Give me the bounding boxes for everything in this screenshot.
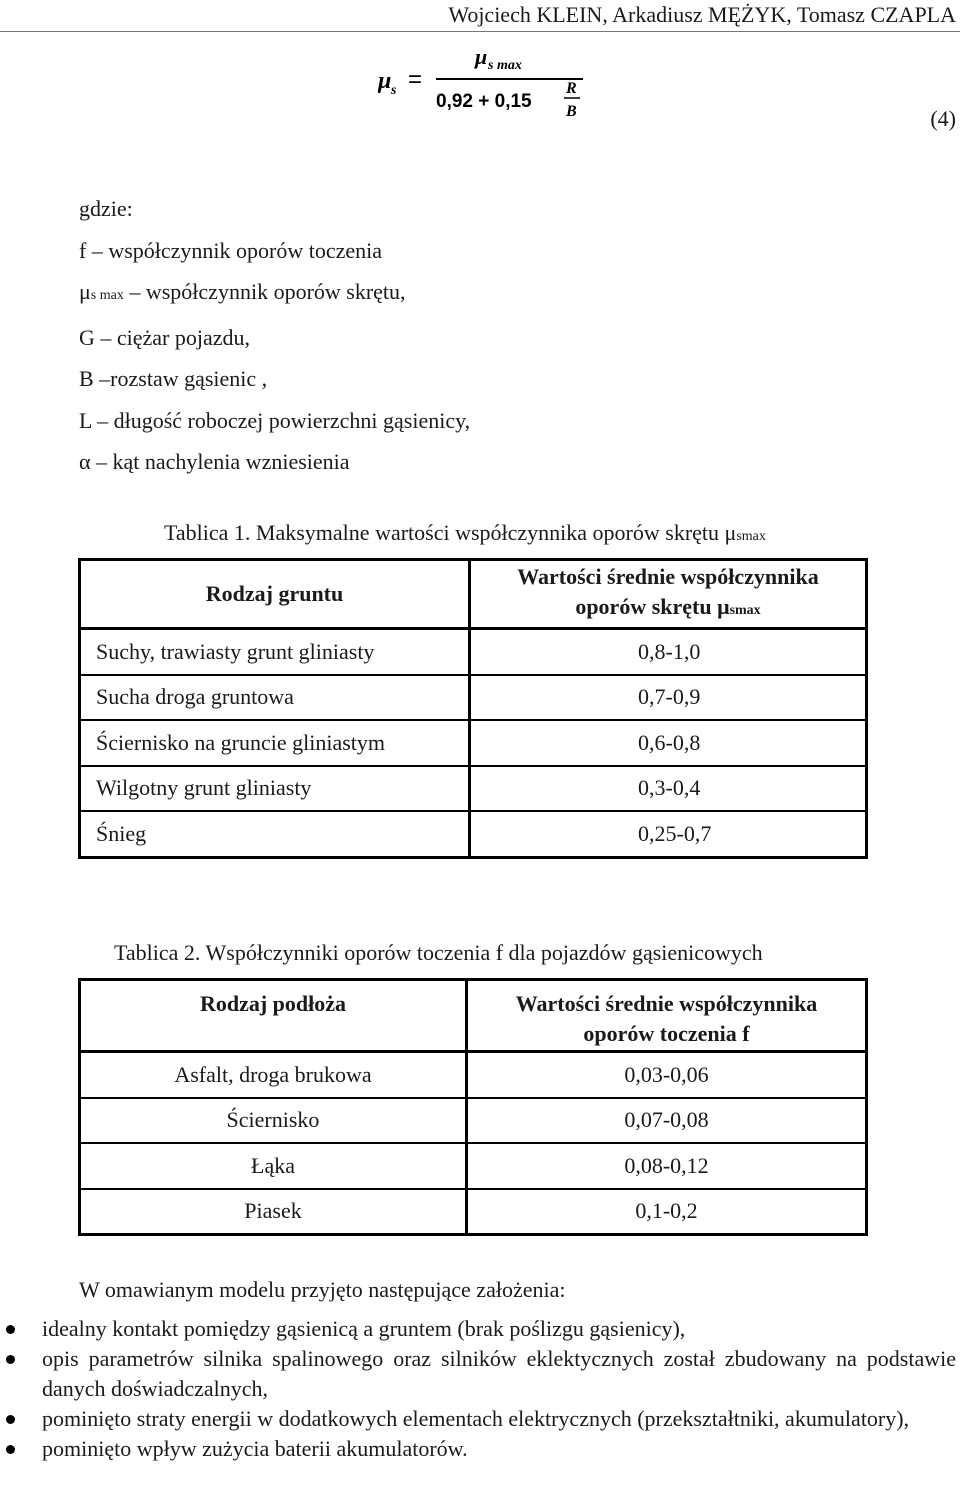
table1-cell-value: 0,3-0,4 [470,766,867,812]
def-L: L – długość roboczej powierzchni gąsienicy, [79,407,471,433]
table1-header-left: Rodzaj gruntu [80,560,470,629]
table2-caption: Tablica 2. Współczynniki oporów toczenia f dla pojazdów gąsienicowych [114,940,763,965]
table2-cell-name: Piasek [80,1189,467,1235]
def-mu-symbol: μ [79,279,91,304]
table2-cell-name: Łąka [80,1143,467,1189]
table-rotation-resistance [78,558,868,859]
table1-cell-name: Sucha droga gruntowa [80,675,470,721]
table1-cell-value: 0,8-1,0 [470,629,867,675]
bullet-icon [6,1355,15,1364]
formula-num-mu: μ [475,48,488,69]
table2-cell-value: 0,07-0,08 [467,1098,867,1144]
table2-cell-value: 0,1-0,2 [467,1189,867,1235]
def-alpha: α – kąt nachylenia wzniesienia [79,449,350,474]
table1-header-right: Wartości średnie współczynnika oporów skrętu μsmax [470,560,867,629]
formula-ratio-bottom: B [566,103,577,120]
table2-header-right: Wartości średnie współczynnika oporów toczenia f [467,980,867,1052]
formula-denominator: 0,92 + 0,15 [436,91,532,112]
table-row [80,1098,867,1144]
list-item: pominięto wpływ zużycia baterii akumulatorów. [0,1434,960,1464]
table2-cell-name: Asfalt, droga brukowa [80,1052,467,1098]
table1-cell-name: Ściernisko na gruncie gliniastym [80,720,470,766]
table2-cell-value: 0,03-0,06 [467,1052,867,1098]
list-item: pominięto straty energii w dodatkowych elementach elektrycznych (przekształtniki, akumulatory), [0,1404,960,1434]
table-row [80,675,867,721]
header-divider [0,31,960,32]
def-mu-desc: – współczynnik oporów skrętu, [123,279,406,304]
def-G: G – ciężar pojazdu, [79,324,251,350]
table-row [80,1143,867,1189]
def-mu [79,271,470,317]
equation-number: (4) [930,106,956,131]
bullet-icon [6,1445,15,1454]
list-item: idealny kontakt pomiędzy gąsienicą a gruntem (brak poślizgu gąsienicy), [0,1314,960,1344]
table-rolling-resistance [78,978,868,1236]
table1-cell-value: 0,6-0,8 [470,720,867,766]
table-row [80,766,867,812]
running-header-authors: Wojciech KLEIN, Arkadiusz MĘŻYK, Tomasz CZAPLA [448,2,956,27]
table2-header-left: Rodzaj podłoża [80,980,467,1052]
symbol-definitions [79,188,470,483]
table2-cell-value: 0,08-0,12 [467,1143,867,1189]
table1-cell-value: 0,7-0,9 [470,675,867,721]
table1-cell-name: Suchy, trawiasty grunt gliniasty [80,629,470,675]
formula-ratio-top: R [566,80,577,97]
formula-num-sub: s max [488,58,522,73]
def-B: B –rozstaw gąsienic , [79,366,268,391]
defs-intro: gdzie: [79,196,133,221]
formula-lhs-mu: μ [378,68,392,94]
table1-cell-name: Śnieg [80,811,470,857]
formula-4 [378,48,588,128]
assumptions-list [0,1314,960,1464]
table2-cell-name: Ściernisko [80,1098,467,1144]
table1-caption: Tablica 1. Maksymalne wartości współczynnika oporów skrętu μsmax [164,520,766,545]
table1-cell-name: Wilgotny grunt gliniasty [80,766,470,812]
table-row [80,1052,867,1098]
table-row [80,1189,867,1235]
assumptions-intro: W omawianym modelu przyjęto następujące założenia: [79,1277,566,1302]
table-row [80,720,867,766]
table-row [80,629,867,675]
list-item: opis parametrów silnika spalinowego oraz silników eklektycznych został zbudowany na podstawie danych doświadczalnych, [0,1344,960,1404]
formula-lhs-sub: s [391,83,397,98]
table-row [80,811,867,857]
formula-equals: = [408,66,423,93]
def-f: f – współczynnik oporów toczenia [79,237,383,263]
table1-cell-value: 0,25-0,7 [470,811,867,857]
table1-caption-sub: smax [736,529,766,544]
bullet-icon [6,1415,15,1424]
def-mu-sub: s max [90,288,124,303]
bullet-icon [6,1325,15,1334]
